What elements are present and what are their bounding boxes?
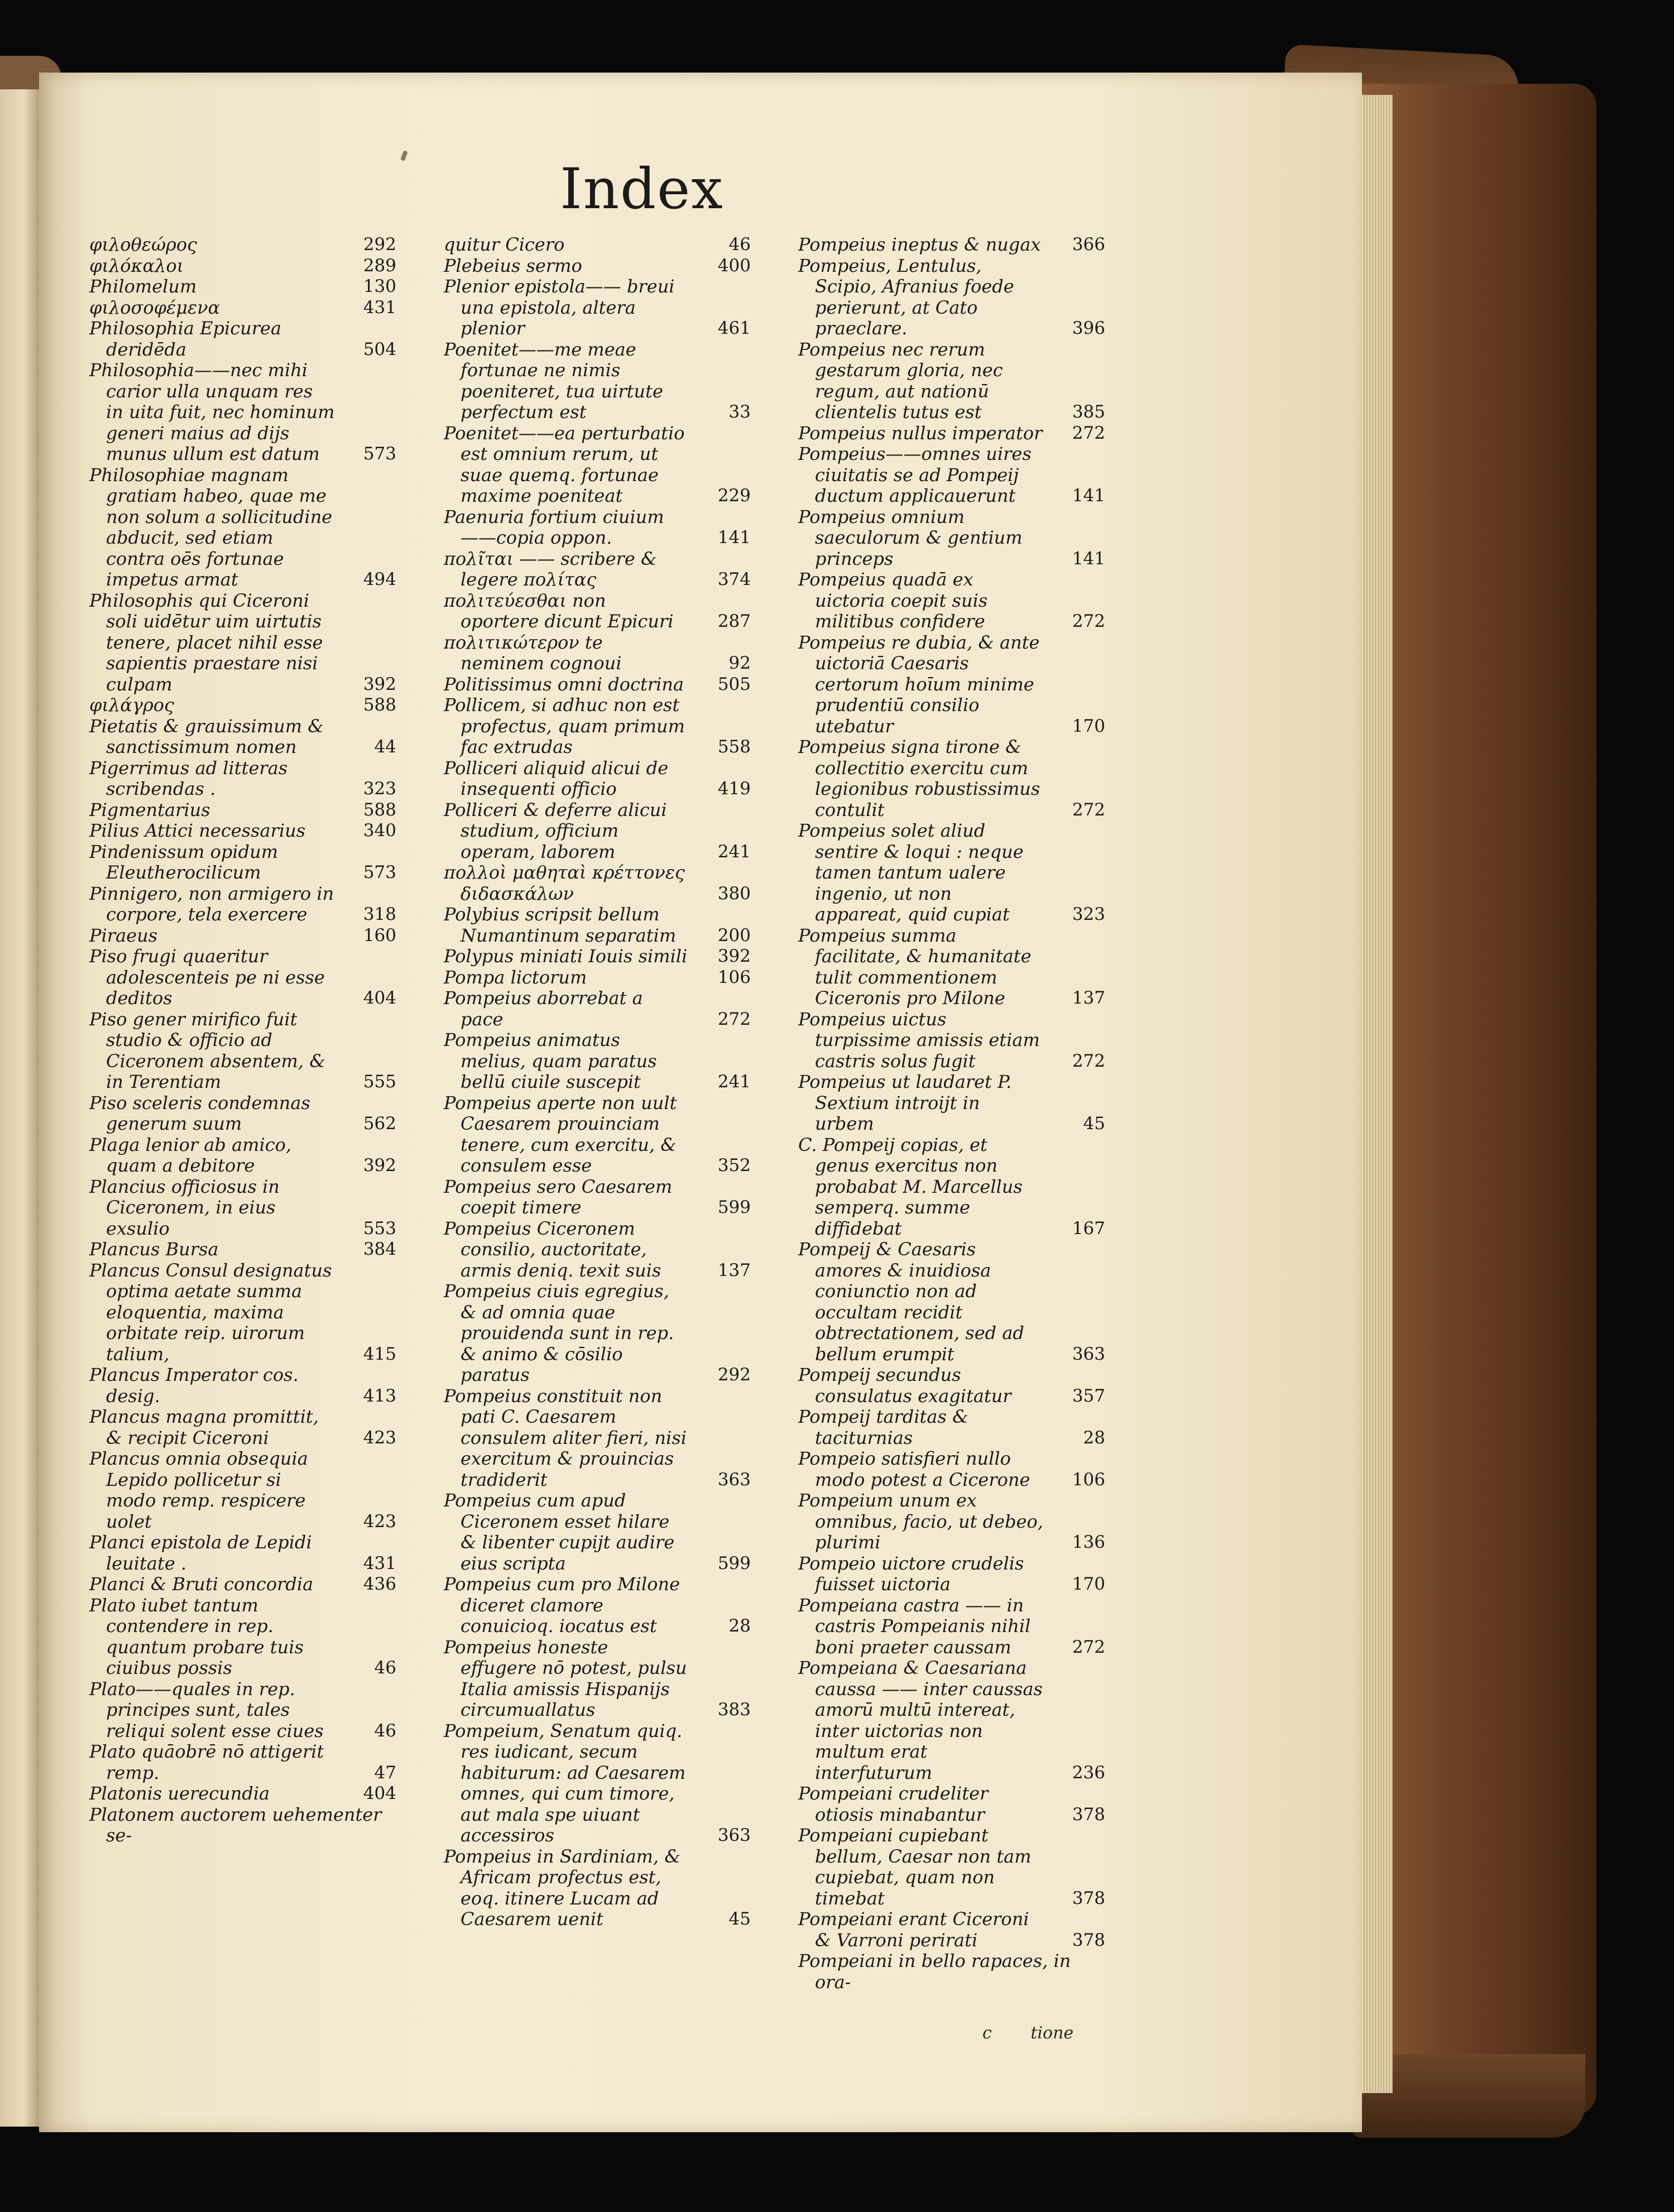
entry-text: Polliceri aliquid alicui de insequenti officio: [444, 757, 669, 799]
entry-text: Philosophis qui Ciceroni soli uidētur uim uirtutis tenere, placet nihil esse sapientis praestare nisi culpam: [89, 589, 323, 695]
index-entry: [798, 820, 1105, 925]
entry-text: Pompeius in Sardiniam, & Africam profectus est, eoq. itinere Lucam ad Caesarem uenit: [444, 1845, 680, 1930]
entry-text: Poenitet——ea perturbatio est omnium rerum, ut suae quemq. fortunae maxime poeniteat: [444, 422, 685, 506]
page-number: 200: [717, 925, 751, 946]
index-entry: [89, 1679, 396, 1742]
index-column-1: [89, 234, 396, 1846]
entry-text: Pompeij tarditas & taciturnias: [798, 1406, 968, 1448]
page-number: 423: [363, 1511, 396, 1532]
page-number: 573: [363, 444, 396, 464]
page-number: 241: [717, 1072, 751, 1092]
index-entry: [798, 234, 1105, 256]
entry-text: Pilius Attici necessarius: [89, 820, 306, 841]
index-entry: [89, 842, 396, 884]
index-entry: [89, 1805, 396, 1846]
page-number: 292: [717, 1365, 751, 1385]
index-entry: [798, 569, 1105, 632]
index-entry: [798, 256, 1105, 339]
page-number: 45: [1083, 1114, 1105, 1134]
index-entry: [89, 800, 396, 821]
page-number: 272: [1072, 1050, 1105, 1071]
index-entry: [89, 298, 396, 319]
page-number: 241: [717, 841, 751, 862]
index-entry: [89, 465, 396, 591]
entry-text: πολιτικώτερον te neminem cognoui: [444, 631, 622, 674]
index-entry: [89, 695, 396, 716]
entry-text: Pompeius re dubia, & ante uictoriā Caesaris certorum hoīum minime prudentiū consilio utebatur: [798, 631, 1040, 737]
page-number: 46: [728, 234, 751, 255]
page-number: 141: [717, 527, 751, 548]
entry-text: Paenuria fortium ciuium——copia oppon.: [444, 506, 664, 548]
entry-text: Philomelum: [89, 276, 197, 297]
index-entry: [444, 276, 751, 339]
index-entry: [444, 695, 751, 758]
entry-text: Pinnigero, non armigero in corpore, tela exercere: [89, 882, 334, 925]
page-number: 599: [717, 1197, 751, 1217]
entry-text: πολιτεύεσθαι non oportere dicunt Epicuri: [444, 589, 674, 632]
page-number: 363: [717, 1469, 751, 1490]
page-number: 366: [1072, 234, 1105, 255]
entry-text: C. Pompeij copias, et genus exercitus non probabat M. Marcellus semperq. summe diffidebat: [798, 1134, 1023, 1239]
index-entry: [444, 967, 751, 989]
index-entry: [444, 1490, 751, 1574]
page-number: 287: [717, 611, 751, 631]
entry-text: Pollicem, si adhuc non est profectus, quam primum fac extrudas: [444, 694, 685, 757]
page-number: 558: [717, 737, 751, 757]
index-entry: [89, 360, 396, 465]
index-entry: [89, 1783, 396, 1805]
index-entry: [444, 1721, 751, 1846]
entry-text: Plato——quales in rep. principes sunt, tales reliqui solent esse ciues: [89, 1678, 324, 1741]
page-number: 160: [363, 925, 396, 946]
page-number: 588: [363, 695, 396, 715]
entry-text: quitur Cicero: [444, 234, 565, 255]
page-number: 46: [374, 1720, 396, 1741]
entry-text: Pompeius sero Caesarem coepit timere: [444, 1175, 673, 1218]
entry-text: Plancus omnia obsequia Lepido pollicetur si modo remp. respicere uolet: [89, 1448, 308, 1532]
index-entry: [444, 234, 751, 256]
entry-text: Politissimus omni doctrina: [444, 673, 684, 695]
index-entry: [89, 1741, 396, 1783]
index-entry: [444, 1218, 751, 1282]
index-entry: [89, 256, 396, 277]
page-number: 384: [363, 1239, 396, 1259]
index-entry: [444, 507, 751, 549]
index-entry: [444, 1574, 751, 1637]
page-number: 573: [363, 862, 396, 882]
index-entry: [444, 800, 751, 863]
page-number: 106: [717, 967, 751, 987]
entry-text: Pompeij & Caesaris amores & inuidiosa coniunctio non ad occultam recidit obtrectationem, sed ad bellum erumpit: [798, 1239, 1024, 1365]
entry-text: Piraeus: [89, 924, 158, 946]
index-entry: [89, 591, 396, 695]
entry-text: Pompa lictorum: [444, 966, 587, 988]
entry-text: Pompeius constituit non pati C. Caesarem consulem aliter fieri, nisi exercitum & prouincias tradiderit: [444, 1385, 687, 1490]
page-number: 28: [1083, 1427, 1105, 1448]
index-entry: [798, 1909, 1105, 1951]
index-entry: [89, 234, 396, 256]
page-number: 415: [363, 1343, 396, 1364]
index-entry: [89, 1093, 396, 1135]
page-number: 272: [1072, 423, 1105, 443]
book-cover: [1362, 84, 1596, 2115]
index-entry: [89, 884, 396, 925]
index-entry: [444, 862, 751, 904]
index-entry: [798, 1825, 1105, 1909]
index-entry: [798, 1553, 1105, 1595]
page-number: 46: [374, 1658, 396, 1678]
entry-text: Pompeiani crudeliter otiosis minabantur: [798, 1783, 989, 1825]
index-entry: [444, 1030, 751, 1093]
index-entry: [798, 1490, 1105, 1553]
page-number: 318: [363, 904, 396, 924]
page-number: 170: [1072, 1574, 1105, 1594]
entry-text: φιλοθεώρος: [89, 234, 198, 255]
page-number: 137: [1072, 988, 1105, 1008]
entry-text: Pompeius signa tirone & collectitio exercitu cum legionibus robustissimus contulit: [798, 736, 1040, 820]
entry-text: Pompeiana castra —— in castris Pompeianis nihil boni praeter caussam: [798, 1594, 1031, 1658]
entry-text: Piso sceleris condemnas generum suum: [89, 1092, 310, 1134]
page-number: 392: [363, 1155, 396, 1175]
page-number: 45: [728, 1909, 751, 1929]
entry-text: Platonis uerecundia: [89, 1783, 270, 1804]
entry-text: Poenitet——me meae fortunae ne nimis poeniteret, tua uirtute perfectum est: [444, 338, 663, 423]
entry-text: Pompeius summa facilitate, & humanitate tulit commentionem Ciceronis pro Milone: [798, 924, 1032, 1009]
index-entry: [798, 1951, 1105, 1993]
index-entry: [798, 444, 1105, 507]
page-number: 378: [1072, 1804, 1105, 1825]
index-entry: [444, 423, 751, 507]
index-entry: [89, 1177, 396, 1240]
page-number: 431: [363, 1553, 396, 1573]
index-entry: [798, 1009, 1105, 1072]
entry-text: Pompeius nec rerum gestarum gloria, nec regum, aut nationū clientelis tutus est: [798, 338, 1003, 423]
index-entry: [444, 1281, 751, 1386]
index-column-2: [444, 234, 751, 1930]
entry-text: Polybius scripsit bellum Numantinum separatim: [444, 904, 677, 946]
index-entry: [798, 1135, 1105, 1240]
index-entry: [89, 1009, 396, 1093]
index-entry: [89, 1448, 396, 1532]
page-number: 130: [363, 276, 396, 296]
index-entry: [798, 339, 1105, 423]
index-entry: [444, 339, 751, 423]
entry-text: Pompeiani cupiebant bellum, Caesar non tam cupiebat, quam non timebat: [798, 1825, 1032, 1909]
page-number: 396: [1072, 318, 1105, 338]
entry-text: Philosophiae magnam gratiam habeo, quae me non solum a sollicitudine abducit, sed etiam contra oēs fortunae impetus armat: [89, 464, 333, 590]
entry-text: Pompeio uictore crudelis fuisset uictoria: [798, 1552, 1024, 1595]
entry-text: Plancus Imperator cos. desig.: [89, 1364, 299, 1407]
index-entry: [89, 1365, 396, 1407]
index-entry: [798, 925, 1105, 1009]
entry-text: Plancus Consul designatus optima aetate summa eloquentia, maxima orbitate reip. uirorum talium,: [89, 1259, 332, 1365]
entry-text: πολλοὶ μαθηταὶ κρέττονες διδασκάλων: [444, 862, 685, 904]
page-number: 137: [717, 1260, 751, 1280]
index-entry: [444, 1177, 751, 1218]
page-edges: [1359, 95, 1393, 2093]
page-number: 380: [717, 883, 751, 904]
entry-text: φιλάγρος: [89, 694, 174, 716]
page-number: 363: [717, 1825, 751, 1845]
page-number: 141: [1072, 548, 1105, 569]
entry-text: Planci & Bruti concordia: [89, 1573, 314, 1595]
index-entry: [798, 1239, 1105, 1365]
entry-text: Pompeius ciuis egregius, & ad omnia quae prouidenda sunt in rep. & animo & cōsilio paratus: [444, 1280, 674, 1385]
page-number: 170: [1072, 716, 1105, 736]
page-number: 363: [1072, 1343, 1105, 1364]
page-number: 272: [717, 1009, 751, 1029]
entry-text: Pigmentarius: [89, 799, 210, 820]
entry-text: Plancius officiosus in Ciceronem, in eius exsulio: [89, 1175, 280, 1239]
entry-text: Pompeius honeste effugere nō potest, pulsu Italia amissis Hispanijs circumuallatus: [444, 1636, 687, 1720]
index-entry: [89, 1260, 396, 1365]
page-number: 272: [1072, 1637, 1105, 1657]
index-entry: [89, 318, 396, 360]
page-number: 392: [717, 946, 751, 966]
page-number: 141: [1072, 486, 1105, 506]
index-entry: [444, 674, 751, 695]
page-number: 385: [1072, 402, 1105, 422]
index-entry: [444, 1846, 751, 1930]
entry-text: Pompeius——omnes uires ciuitatis se ad Pompeij ductum applicauerunt: [798, 443, 1032, 506]
page-number: 588: [363, 799, 396, 820]
page-number: 374: [717, 569, 751, 589]
index-entry: [798, 1407, 1105, 1448]
entry-text: Pigerrimus ad litteras scribendas .: [89, 757, 288, 799]
page-number: 33: [728, 402, 751, 422]
page-number: 272: [1072, 611, 1105, 631]
entry-text: φιλόκαλοι: [89, 255, 184, 276]
entry-text: Pompeiani erant Ciceroni & Varroni perirati: [798, 1908, 1029, 1951]
entry-text: Pompeio satisfieri nullo modo potest a Cicerone: [798, 1448, 1030, 1490]
page-number: 44: [374, 737, 396, 757]
index-entry: [444, 549, 751, 591]
signature-mark: c: [982, 2023, 992, 2043]
entry-text: Pompeius aperte non uult Caesarem prouinciam tenere, cum exercitu, & consulem esse: [444, 1092, 677, 1176]
entry-text: Pompeius omnium saeculorum & gentium princeps: [798, 506, 1023, 569]
page-number: 352: [717, 1155, 751, 1175]
page-number: 323: [363, 779, 396, 799]
entry-text: Pompeius uictus turpissime amissis etiam castris solus fugit: [798, 1008, 1040, 1072]
entry-text: Pompeius cum pro Milone diceret clamore conuicioq. iocatus est: [444, 1573, 680, 1637]
entry-text: Pindenissum opidum Eleutherocilicum: [89, 841, 279, 883]
index-entry: [444, 591, 751, 632]
page-number: 289: [363, 255, 396, 276]
catchword: tione: [1030, 2023, 1074, 2043]
entry-text: Plebeius sermo: [444, 255, 582, 276]
index-entry: [444, 256, 751, 277]
page-number: 167: [1072, 1218, 1105, 1239]
page-number: 292: [363, 234, 396, 255]
index-entry: [798, 507, 1105, 570]
previous-page-edge: [0, 89, 39, 2127]
index-entry: [89, 1135, 396, 1177]
page-number: 229: [717, 486, 751, 506]
page-number: 413: [363, 1385, 396, 1406]
entry-text: Pompeius solet aliud sentire & loqui : neque tamen tantum ualere ingenio, ut non appareat, quid cupiat: [798, 820, 1024, 925]
entry-text: Planci epistola de Lepidi leuitate .: [89, 1532, 312, 1574]
index-entry: [89, 1239, 396, 1260]
entry-text: Plaga lenior ab amico, quam a debitore: [89, 1134, 292, 1176]
entry-text: Pietatis & grauissimum & sanctissimum nomen: [89, 715, 324, 757]
entry-text: Pompeius nullus imperator: [798, 422, 1043, 444]
entry-text: Plenior epistola—— breui una epistola, altera plenior: [444, 276, 675, 339]
entry-text: Piso frugi quaeritur adolescenteis pe ni esse deditos: [89, 946, 325, 1009]
page-number: 423: [363, 1427, 396, 1448]
entry-text: Pompeius Ciceronem consilio, auctoritate, armis deniq. texit suis: [444, 1217, 661, 1281]
entry-text: Plato quāobrē nō attigerit remp.: [89, 1741, 324, 1783]
entry-text: Pompeius animatus melius, quam paratus bellū ciuile suscepit: [444, 1029, 657, 1092]
index-entry: [444, 1637, 751, 1721]
entry-text: Pompeius ineptus & nugax: [798, 234, 1041, 255]
index-entry: [89, 276, 396, 298]
index-entry: [89, 1532, 396, 1574]
page-number: 92: [728, 653, 751, 673]
page-number: 47: [374, 1762, 396, 1783]
page-number: 236: [1072, 1762, 1105, 1783]
index-entry: [89, 1595, 396, 1679]
entry-text: Pompeius ut laudaret P. Sextium introijt in urbem: [798, 1071, 1012, 1134]
entry-text: φιλοσοφέμενα: [89, 296, 220, 318]
index-entry: [89, 1574, 396, 1595]
page-number: 419: [717, 779, 751, 799]
entry-text: Pompeium unum ex omnibus, facio, ut debeo, plurimi: [798, 1490, 1043, 1553]
page-number: 106: [1072, 1469, 1105, 1490]
page-number: 505: [717, 674, 751, 694]
index-entry: [89, 758, 396, 800]
page-number: 378: [1072, 1930, 1105, 1950]
index-entry: [444, 946, 751, 967]
entry-text: Pompeius, Lentulus, Scipio, Afranius foede perierunt, at Cato praeclare.: [798, 255, 1014, 339]
index-entry: [444, 904, 751, 946]
index-entry: [798, 1365, 1105, 1407]
index-entry: [89, 946, 396, 1009]
page-number: 599: [717, 1553, 751, 1573]
index-entry: [798, 1783, 1105, 1825]
index-entry: [798, 423, 1105, 444]
page-number: 555: [363, 1072, 396, 1092]
entry-text: πολῖται —— scribere & legere πολίτας: [444, 548, 657, 590]
index-entry: [444, 988, 751, 1030]
page-number: 504: [363, 339, 396, 359]
index-column-3: [798, 234, 1105, 1993]
entry-text: Philosophia——nec mihi carior ulla unquam res in uita fuit, nec hominum generi maius ad dijs munus ullum est datum: [89, 359, 335, 464]
page-number: 383: [717, 1700, 751, 1720]
page-number: 357: [1072, 1385, 1105, 1406]
index-entry: [444, 1386, 751, 1491]
index-entry: [798, 1448, 1105, 1490]
page-number: 404: [363, 988, 396, 1008]
page-number: 392: [363, 674, 396, 694]
page-number: 436: [363, 1574, 396, 1594]
page-number: 28: [728, 1616, 751, 1636]
entry-text: Plancus magna promittit, & recipit Ciceroni: [89, 1406, 319, 1448]
page-number: 461: [717, 318, 751, 338]
index-entry: [444, 758, 751, 800]
entry-text: Pompeiana & Caesariana caussa —— inter caussas amorū multū intereat, inter uictorias non multum erat interfuturum: [798, 1657, 1043, 1783]
index-entry: [798, 1595, 1105, 1658]
page-number: 431: [363, 297, 396, 318]
entry-text: Polliceri & deferre alicui studium, officium operam, laborem: [444, 799, 667, 862]
entry-text: Piso gener mirifico fuit studio & officio ad Ciceronem absentem, & in Terentiam: [89, 1008, 325, 1092]
page-number: 494: [363, 569, 396, 589]
entry-text: Pompeiani in bello rapaces, in ora-: [798, 1950, 1071, 1993]
page-title: Index: [560, 156, 724, 222]
index-entry: [89, 925, 396, 947]
index-entry: [444, 632, 751, 674]
entry-text: Pompeius cum apud Ciceronem esset hilare & libenter cupijt audire eius scripta: [444, 1490, 675, 1574]
entry-text: Pompeium, Senatum quiq. res iudicant, secum habiturum: ad Caesarem omnes, qui cum timore, aut mala spe uiuant accessiros: [444, 1720, 686, 1846]
index-entry: [798, 1072, 1105, 1135]
entry-text: Pompeij secundus consulatus exagitatur: [798, 1364, 1011, 1407]
page-number: 400: [717, 255, 751, 276]
page-number: 562: [363, 1114, 396, 1134]
page-number: 553: [363, 1218, 396, 1239]
entry-text: Philosophia Epicurea deridēda: [89, 318, 282, 360]
entry-text: Pompeius aborrebat a pace: [444, 987, 643, 1030]
page-number: 378: [1072, 1888, 1105, 1908]
page-number: 340: [363, 820, 396, 841]
entry-text: Pompeius quadā ex uictoria coepit suis militibus confidere: [798, 569, 988, 632]
page-number: 404: [363, 1783, 396, 1803]
index-entry: [89, 716, 396, 758]
index-entry: [798, 632, 1105, 737]
page-number: 272: [1072, 799, 1105, 820]
index-entry: [444, 1093, 751, 1177]
index-entry: [798, 1658, 1105, 1783]
index-entry: [89, 820, 396, 842]
entry-text: Plato iubet tantum contendere in rep. quantum probare tuis ciuibus possis: [89, 1594, 304, 1678]
page-number: 136: [1072, 1532, 1105, 1552]
index-entry: [89, 1407, 396, 1448]
entry-text: Plancus Bursa: [89, 1239, 219, 1260]
entry-text: Polypus miniati Iouis simili: [444, 946, 688, 967]
index-entry: [798, 737, 1105, 820]
catchword-line: [982, 2023, 1073, 2043]
entry-text: Platonem auctorem uehementer se-: [89, 1803, 382, 1846]
page-number: 323: [1072, 904, 1105, 924]
